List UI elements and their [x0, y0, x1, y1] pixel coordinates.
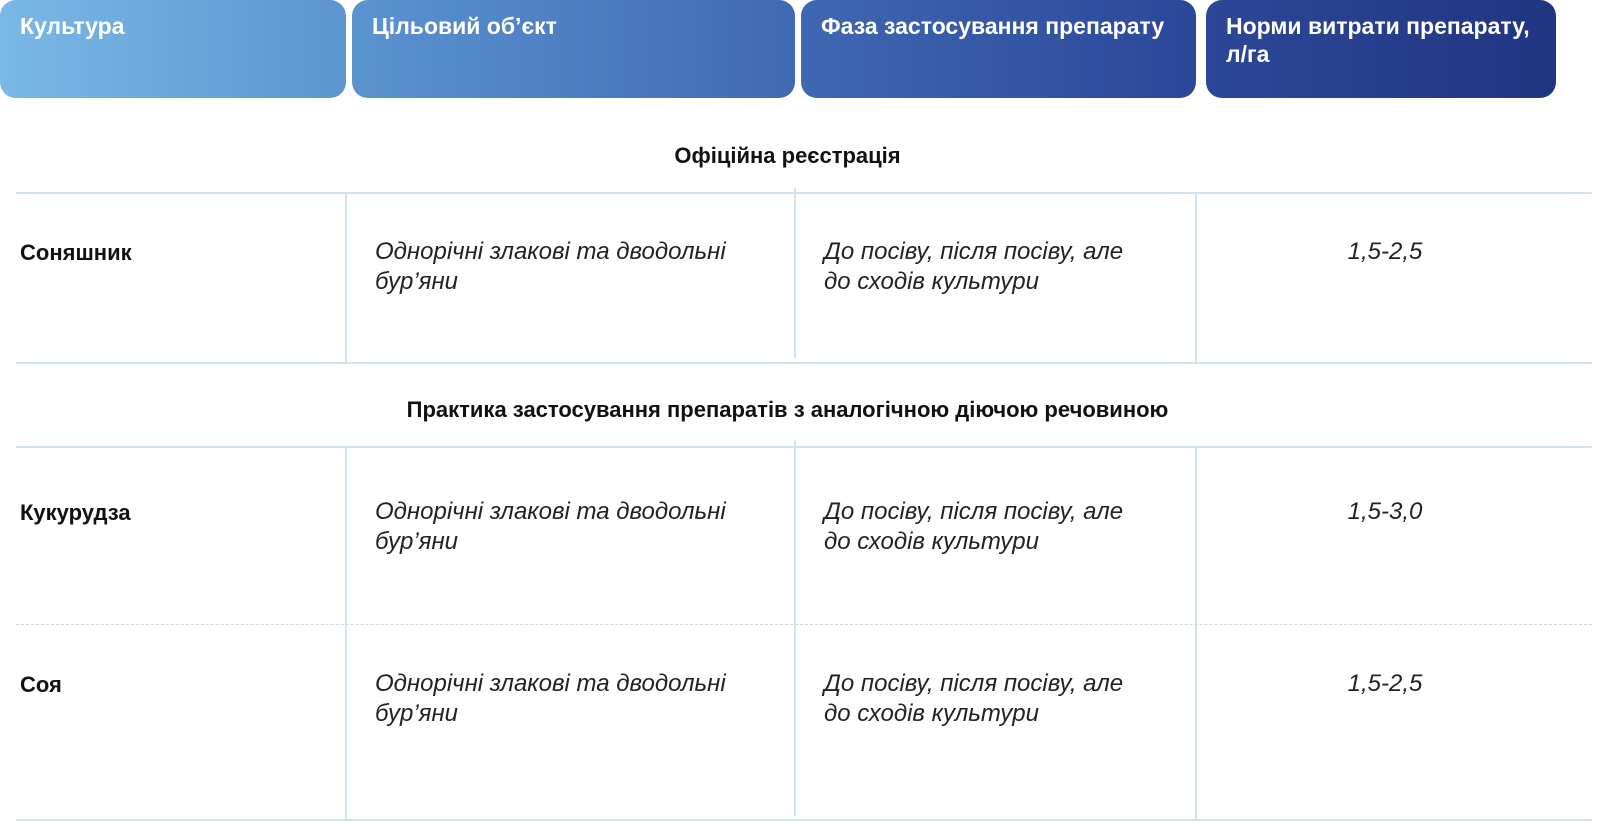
column-divider: [794, 440, 796, 816]
column-divider: [345, 446, 347, 820]
target-object: Однорічні злакові та дводольні бур’яни: [375, 670, 726, 727]
column-divider: [345, 193, 347, 363]
column-divider: [1195, 193, 1197, 363]
application-phase: До посіву, після посіву, але до сходів культури: [824, 498, 1124, 555]
header-cell-rate: Норми витрати препарату, л/га: [1206, 0, 1556, 98]
application-rate: 1,5-2,5: [1347, 670, 1423, 697]
column-divider: [794, 188, 796, 358]
application-rate: 1,5-3,0: [1347, 498, 1423, 525]
column-divider: [1195, 446, 1197, 820]
row-divider: [16, 362, 1592, 364]
section-title-official: Офіційна реєстрація: [674, 143, 901, 168]
header-cell-target: Цільовий об’єкт: [352, 0, 795, 98]
header-cell-crop: Культура: [0, 0, 346, 98]
application-phase: До посіву, після посіву, але до сходів культури: [824, 670, 1124, 727]
crop-name: Кукурудза: [20, 500, 131, 525]
row-divider: [16, 446, 1592, 448]
crop-name: Соняшник: [20, 240, 132, 265]
row-divider: [16, 192, 1592, 194]
target-object: Однорічні злакові та дводольні бур’яни: [375, 498, 726, 555]
header-cell-phase: Фаза застосування препарату: [801, 0, 1196, 98]
target-object: Однорічні злакові та дводольні бур’яни: [375, 238, 726, 295]
row-divider: [16, 819, 1592, 821]
crop-name: Соя: [20, 672, 62, 697]
application-phase: До посіву, після посіву, але до сходів культури: [824, 238, 1124, 295]
application-rate: 1,5-2,5: [1347, 238, 1423, 265]
row-divider-dashed: [16, 624, 1592, 625]
section-title-practice: Практика застосування препаратів з аналогічною діючою речовиною: [406, 397, 1169, 422]
